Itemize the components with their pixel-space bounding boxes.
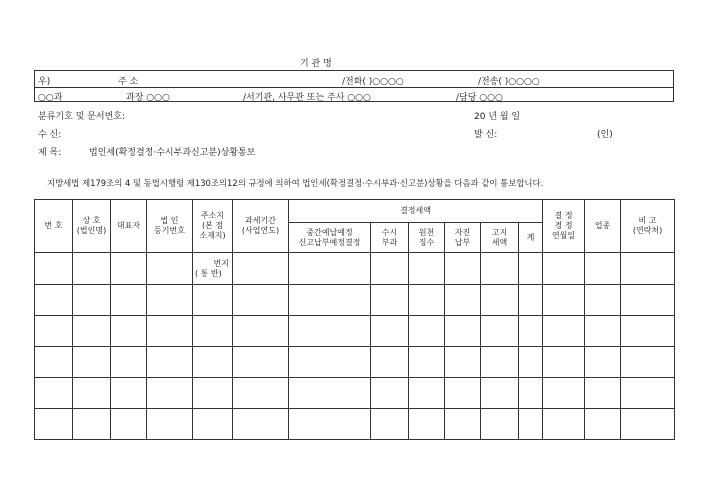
chief-label: 과장 ○○○ <box>126 93 170 103</box>
table-row <box>35 316 675 347</box>
table-row <box>35 253 675 285</box>
address-label: 주 소 <box>118 77 139 87</box>
col-business-header: 업종 <box>585 200 621 253</box>
table-row <box>35 378 675 409</box>
fax-label: /전송( )○○○○ <box>478 77 540 87</box>
contact-label: /담당 ○○○ <box>456 93 503 103</box>
table-row <box>35 285 675 316</box>
subject-label: 제 목: <box>38 148 62 158</box>
col-number-header: 번 호 <box>35 200 73 253</box>
sub-self-payment-header: 자진 납부 <box>445 223 481 253</box>
postal-label: 우) <box>38 77 51 87</box>
sub-total-header: 계 <box>519 223 543 253</box>
dept-label: ○○과 <box>38 93 63 103</box>
col-decision-date-header: 결 정 경 정 연월일 <box>543 200 585 253</box>
col-period-header: 과세기간 (사업연도) <box>233 200 289 253</box>
date-label: 20 년 월 일 <box>474 112 521 122</box>
tax-status-table <box>34 199 675 440</box>
table-row <box>35 409 675 440</box>
col-tax-group-header: 결정세액 <box>289 200 543 223</box>
seal-label: (인) <box>597 130 613 140</box>
col-corp-reg-header: 법 인 등기번호 <box>147 200 193 253</box>
address-lot-label: 번지 <box>213 258 229 268</box>
col-remarks-header: 비 고 (연락처) <box>621 200 675 253</box>
org-title: 기 관 명 <box>300 59 332 69</box>
sub-notice-header: 고지 세액 <box>481 223 519 253</box>
col-address-header: 주소지 (본 점 소재지) <box>193 200 233 253</box>
subject-text: 법인세(확정결정·수시부과신고분)상황통보 <box>89 148 256 158</box>
sub-interim-header: 중간예납예정 신고납부예정결정 <box>289 223 371 253</box>
recipient-label: 수 신: <box>38 130 62 140</box>
officer-label: /서기관, 사무관 또는 주사 ○○○ <box>243 93 371 103</box>
table-row <box>35 347 675 378</box>
phone-label: /전화( )○○○○ <box>342 77 404 87</box>
address-district-label: ( 통 반) <box>195 268 222 278</box>
sub-withholding-header: 원천 징수 <box>409 223 445 253</box>
class-number-label: 분류기호 및 문서번호: <box>38 112 126 122</box>
sub-occasional-header: 수시 부과 <box>371 223 409 253</box>
sender-label: 발 신: <box>474 130 498 140</box>
body-text: 지방세법 제179조의 4 및 동법시행령 제130조의12의 규정에 의하여 법인세(확정결정·수시부과·신고분)상황을 다음과 같이 통보합니다. <box>47 178 544 188</box>
col-representative-header: 대표자 <box>111 200 147 253</box>
col-name-header: 상 호 (법인명) <box>73 200 111 253</box>
